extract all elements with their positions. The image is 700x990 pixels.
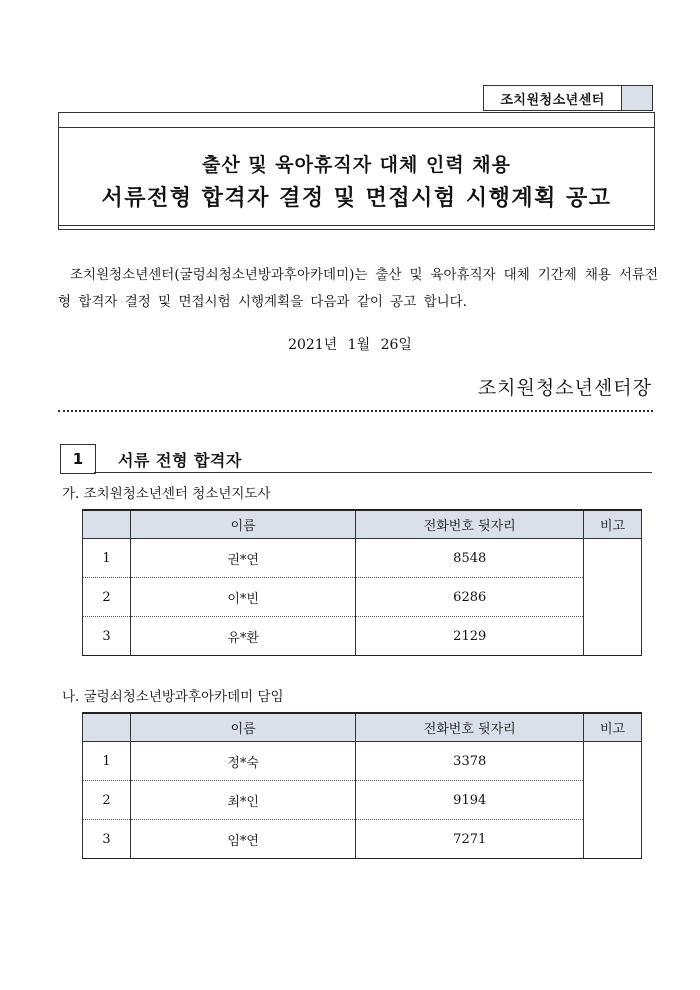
group-b-table xyxy=(82,712,642,859)
org-tag-label: 조치원청소년센터 xyxy=(483,85,622,111)
row-name: 최*인 xyxy=(131,781,356,820)
title-top-band xyxy=(59,113,654,128)
section-title: 서류 전형 합격자 xyxy=(118,451,242,470)
col-header-note: 비고 xyxy=(584,713,642,742)
row-no: 3 xyxy=(83,820,131,859)
group-a-label: 가. 조치원청소년센터 청소년지도사 xyxy=(62,486,271,502)
title-line-1: 출산 및 육아휴직자 대체 인력 채용 xyxy=(201,154,512,176)
dotted-divider xyxy=(58,410,653,412)
row-name: 정*숙 xyxy=(131,742,356,781)
title-box xyxy=(58,112,655,230)
row-no: 2 xyxy=(83,781,131,820)
row-note xyxy=(584,742,642,859)
table-row xyxy=(83,539,642,578)
row-name: 권*연 xyxy=(131,539,356,578)
table-row xyxy=(83,742,642,781)
table-row xyxy=(83,820,642,859)
row-name: 임*연 xyxy=(131,820,356,859)
table-row xyxy=(83,781,642,820)
group-b-label: 나. 굴렁쇠청소년방과후아카데미 담임 xyxy=(62,689,284,705)
row-phone: 7271 xyxy=(356,820,584,859)
row-phone: 6286 xyxy=(356,578,584,617)
row-name: 이*빈 xyxy=(131,578,356,617)
col-header-no xyxy=(83,510,131,539)
org-tag xyxy=(483,85,653,111)
col-header-no xyxy=(83,713,131,742)
signer: 조치원청소년센터장 xyxy=(477,377,652,399)
row-no: 3 xyxy=(83,617,131,656)
row-no: 1 xyxy=(83,539,131,578)
row-no: 2 xyxy=(83,578,131,617)
row-phone: 8548 xyxy=(356,539,584,578)
row-phone: 2129 xyxy=(356,617,584,656)
row-name: 유*환 xyxy=(131,617,356,656)
group-a-table xyxy=(82,509,642,656)
col-header-phone: 전화번호 뒷자리 xyxy=(356,713,584,742)
announcement-date: 2021년 1월 26일 xyxy=(288,337,412,353)
row-note xyxy=(584,539,642,656)
row-phone: 3378 xyxy=(356,742,584,781)
col-header-note: 비고 xyxy=(584,510,642,539)
table-row xyxy=(83,578,642,617)
org-tag-shade xyxy=(622,85,653,111)
section-underline xyxy=(94,472,652,473)
col-header-phone: 전화번호 뒷자리 xyxy=(356,510,584,539)
intro-paragraph: 조치원청소년센터(굴렁쇠청소년방과후아카데미)는 출산 및 육아휴직자 대체 기간제 채용 서류전형 합격자 결정 및 면접시험 시행계획을 다음과 같이 공고 합니다. xyxy=(58,267,658,310)
section-number: 1 xyxy=(60,444,96,474)
row-no: 1 xyxy=(83,742,131,781)
col-header-name: 이름 xyxy=(131,713,356,742)
title-bottom-rule xyxy=(59,225,654,230)
table-row xyxy=(83,617,642,656)
row-phone: 9194 xyxy=(356,781,584,820)
title-line-2: 서류전형 합격자 결정 및 면접시험 시행계획 공고 xyxy=(101,186,612,211)
col-header-name: 이름 xyxy=(131,510,356,539)
